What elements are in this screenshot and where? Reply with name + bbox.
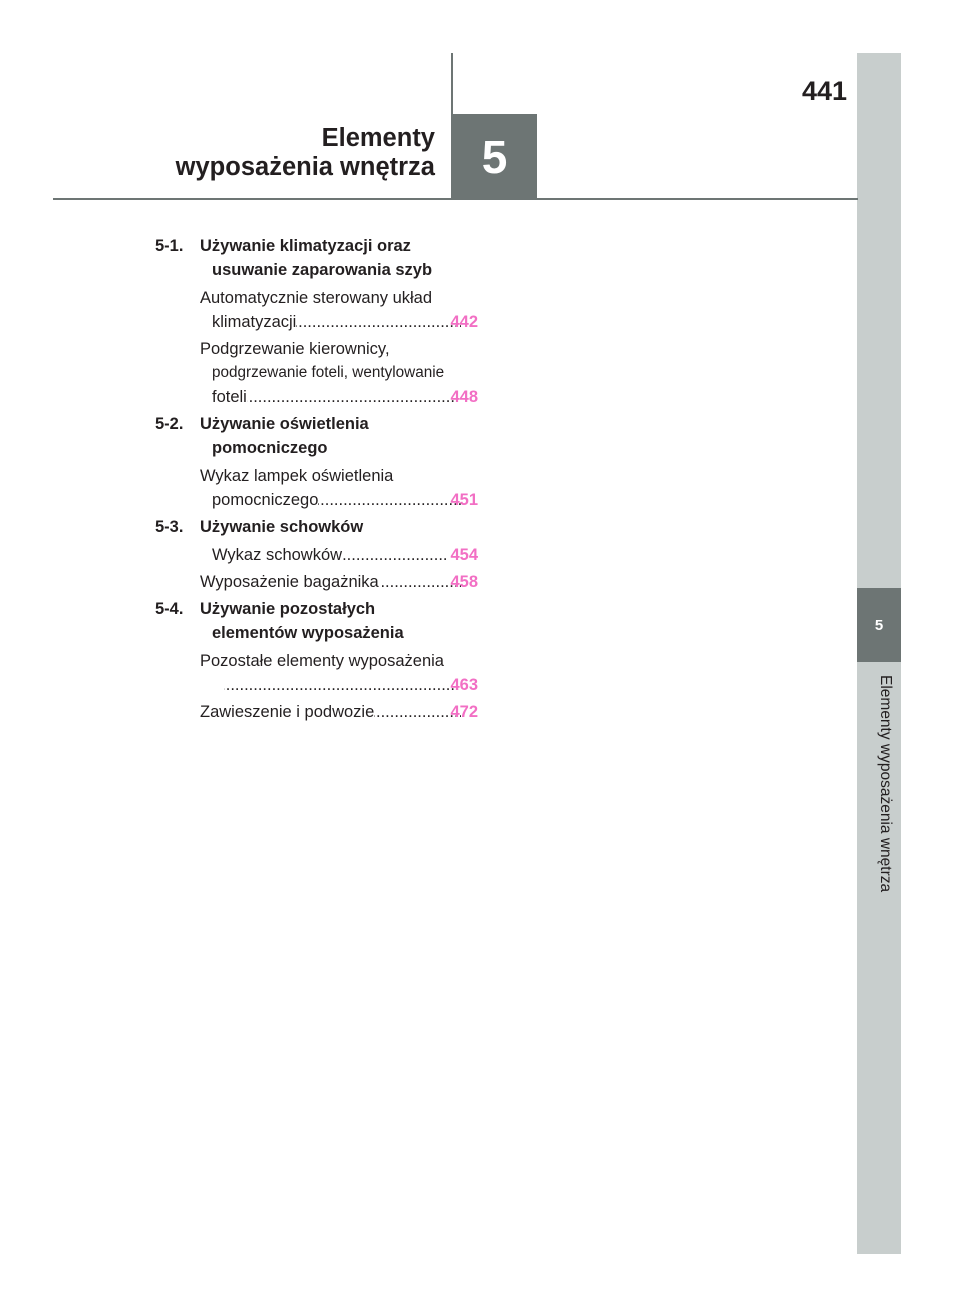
chapter-number: 5 <box>481 130 508 183</box>
page-link[interactable]: 448 <box>450 388 478 406</box>
table-of-contents <box>155 234 478 727</box>
side-chapter-label: Elementy wyposażenia wnętrza <box>877 675 894 893</box>
toc-section-5-3 <box>155 515 478 539</box>
toc-entry[interactable]: Automatycznie sterowany układ klimatyzacji ..... 442 <box>155 286 478 334</box>
section-title: Używanie klimatyzacji oraz usuwanie zaparowania szyb <box>200 237 433 279</box>
toc-entry[interactable]: Pozostałe elementy wyposażenia ..... 463 <box>155 649 478 697</box>
toc-entry[interactable]: Zawieszenie i podwozie ..... 472 <box>155 700 478 724</box>
chapter-number-box <box>452 114 537 199</box>
section-number: 5-1. <box>155 237 184 255</box>
toc-entry[interactable]: Wykaz lampek oświetlenia pomocniczego ..... 451 <box>155 464 478 512</box>
section-number: 5-4. <box>155 600 184 618</box>
toc-section-5-2 <box>155 412 478 460</box>
page-link[interactable]: 458 <box>450 573 478 591</box>
toc-entry[interactable]: Wyposażenie bagażnika ..... 458 <box>155 570 478 594</box>
section-number: 5-2. <box>155 415 184 433</box>
section-title: Używanie oświetlenia pomocniczego <box>200 415 369 457</box>
page-link[interactable]: 463 <box>450 676 478 694</box>
page-link[interactable]: 442 <box>450 313 478 331</box>
toc-section-5-1 <box>155 234 478 282</box>
section-number: 5-3. <box>155 518 184 536</box>
chapter-title-line1: Elementy <box>321 124 435 152</box>
toc-entry[interactable]: Wykaz schowków ..... 454 <box>155 543 478 567</box>
page-number: 441 <box>801 76 847 106</box>
side-tab-number: 5 <box>874 616 884 634</box>
page-link[interactable]: 472 <box>450 703 478 721</box>
side-chapter-tab[interactable] <box>857 588 901 662</box>
toc-section-5-4 <box>155 597 478 645</box>
chapter-title <box>176 124 435 182</box>
chapter-title-line2: wyposażenia wnętrza <box>175 153 435 181</box>
page-link[interactable]: 451 <box>450 491 478 509</box>
toc-entry[interactable]: Podgrzewanie kierownicy, podgrzewanie foteli, wentylowanie foteli ..... 448 <box>155 337 478 409</box>
section-title: Używanie pozostałych elementów wyposażenia <box>200 600 404 642</box>
section-title: Używanie schowków <box>200 518 364 536</box>
page-link[interactable]: 454 <box>450 546 478 564</box>
